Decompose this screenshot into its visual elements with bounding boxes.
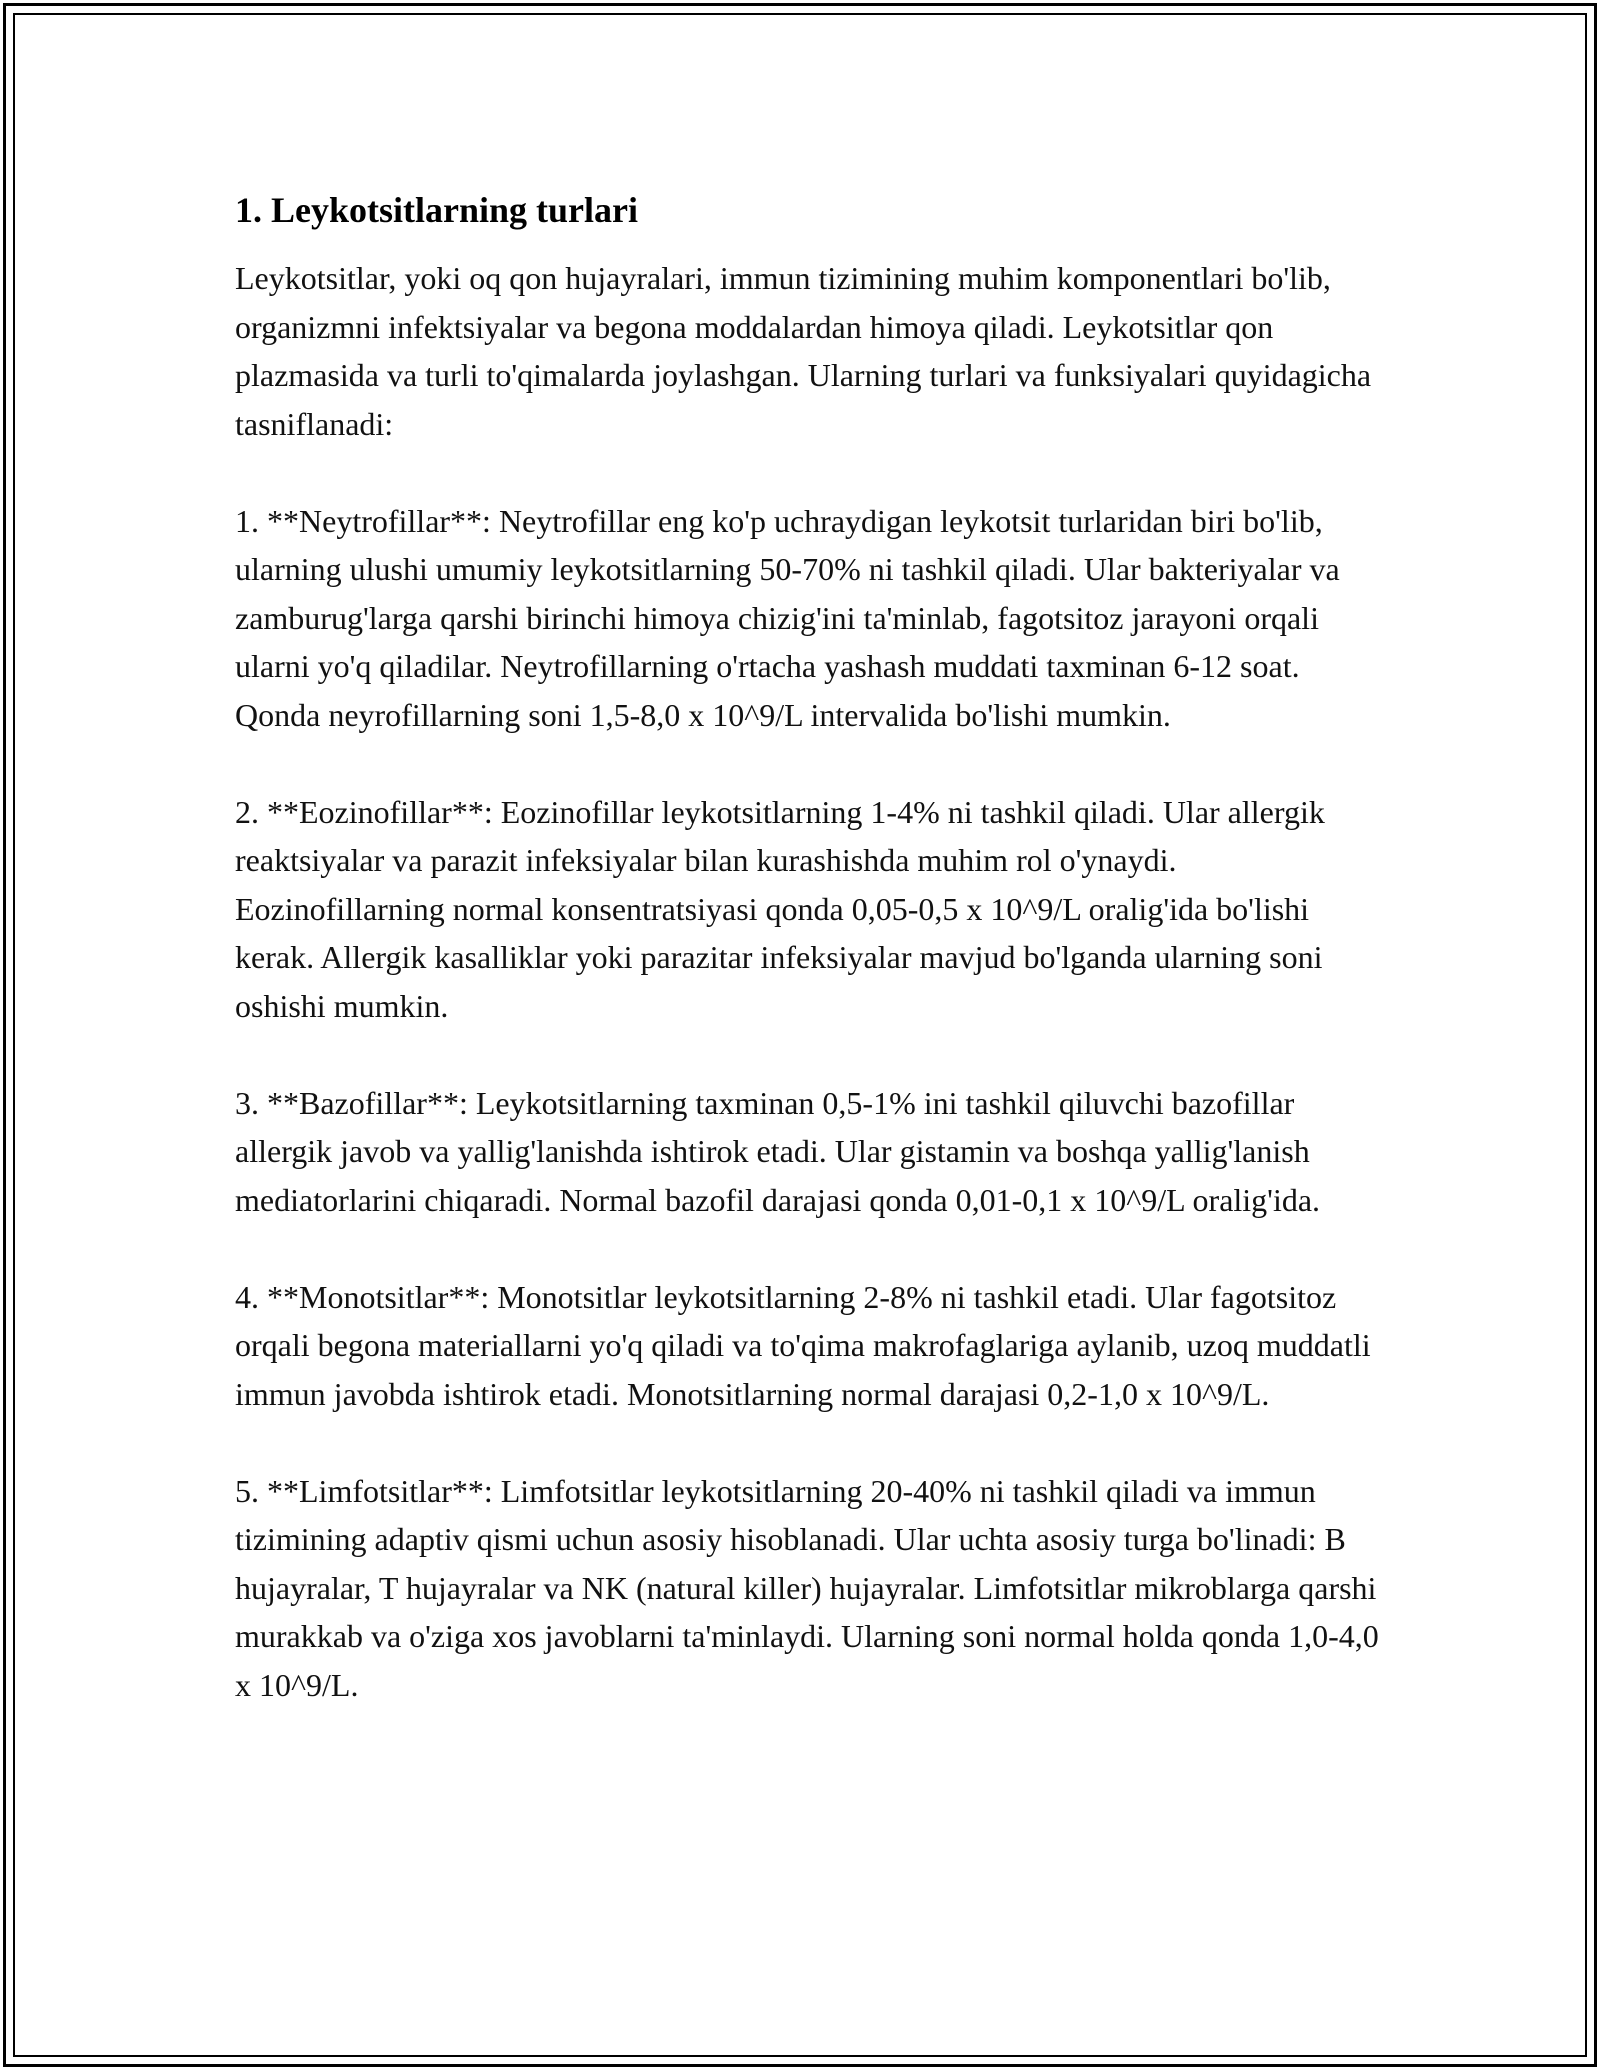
eosinophils-paragraph: 2. **Eozinofillar**: Eozinofillar leykotsitlarning 1-4% ni tashkil qiladi. Ular allergik reaktsiyalar va parazit infeksiyalar bilan kurashishda muhim rol o'ynaydi. Eozinofillarning normal konsentratsiyasi qonda 0,05-0,5 x 10^9/L oralig'ida bo'lishi kerak. Allergik kasalliklar yoki parazitar infeksiyalar mavjud bo'lganda ularning soni oshishi mumkin. [235,793,1325,1024]
monocytes-paragraph: 4. **Monotsitlar**: Monotsitlar leykotsitlarning 2-8% ni tashkil etadi. Ular fagotsitoz orqali begona materiallarni yo'q qiladi va to'qima makrofaglariga aylanib, uzoq muddatli immun javobda ishtirok etadi. Monotsitlarning normal darajasi 0,2-1,0 x 10^9/L. [235,1278,1371,1412]
neutrophils-paragraph: 1. **Neytrofillar**: Neytrofillar eng ko'p uchraydigan leykotsit turlaridan biri bo'lib, ularning ulushi umumiy leykotsitlarning 50-70% ni tashkil qiladi. Ular bakteriyalar va zamburug'larga qarshi birinchi himoya chizig'ini ta'minlab, fagotsitoz jarayoni orqali ularni yo'q qiladilar. Neytrofillarning o'rtacha yashash muddati taxminan 6-12 soat. Qonda neyrofillarning soni 1,5-8,0 x 10^9/L intervalida bo'lishi mumkin. [235,502,1340,733]
lymphocytes-paragraph: 5. **Limfotsitlar**: Limfotsitlar leykotsitlarning 20-40% ni tashkil qiladi va immun tizimining adaptiv qismi uchun asosiy hisoblanadi. Ular uchta asosiy turga bo'linadi: B hujayralar, T hujayralar va NK (natural killer) hujayralar. Limfotsitlar mikroblarga qarshi murakkab va o'ziga xos javoblarni ta'minlaydi. Ularning soni normal holda qonda 1,0-4,0 x 10^9/L. [235,1472,1379,1703]
document-body [235,186,1385,1709]
section-heading: 1. Leykotsitlarning turlari [235,190,638,230]
basophils-paragraph: 3. **Bazofillar**: Leykotsitlarning taxminan 0,5-1% ini tashkil qiluvchi bazofillar allergik javob va yallig'lanishda ishtirok etadi. Ular gistamin va boshqa yallig'lanish mediatorlarini chiqaradi. Normal bazofil darajasi qonda 0,01-0,1 x 10^9/L oralig'ida. [235,1084,1321,1218]
intro-paragraph: Leykotsitlar, yoki oq qon hujayralari, immun tizimining muhim komponentlari bo'lib, organizmni infektsiyalar va begona moddalardan himoya qiladi. Leykotsitlar qon plazmasida va turli to'qimalarda joylashgan. Ularning turlari va funksiyalari quyidagicha tasniflanadi: [235,260,1372,442]
